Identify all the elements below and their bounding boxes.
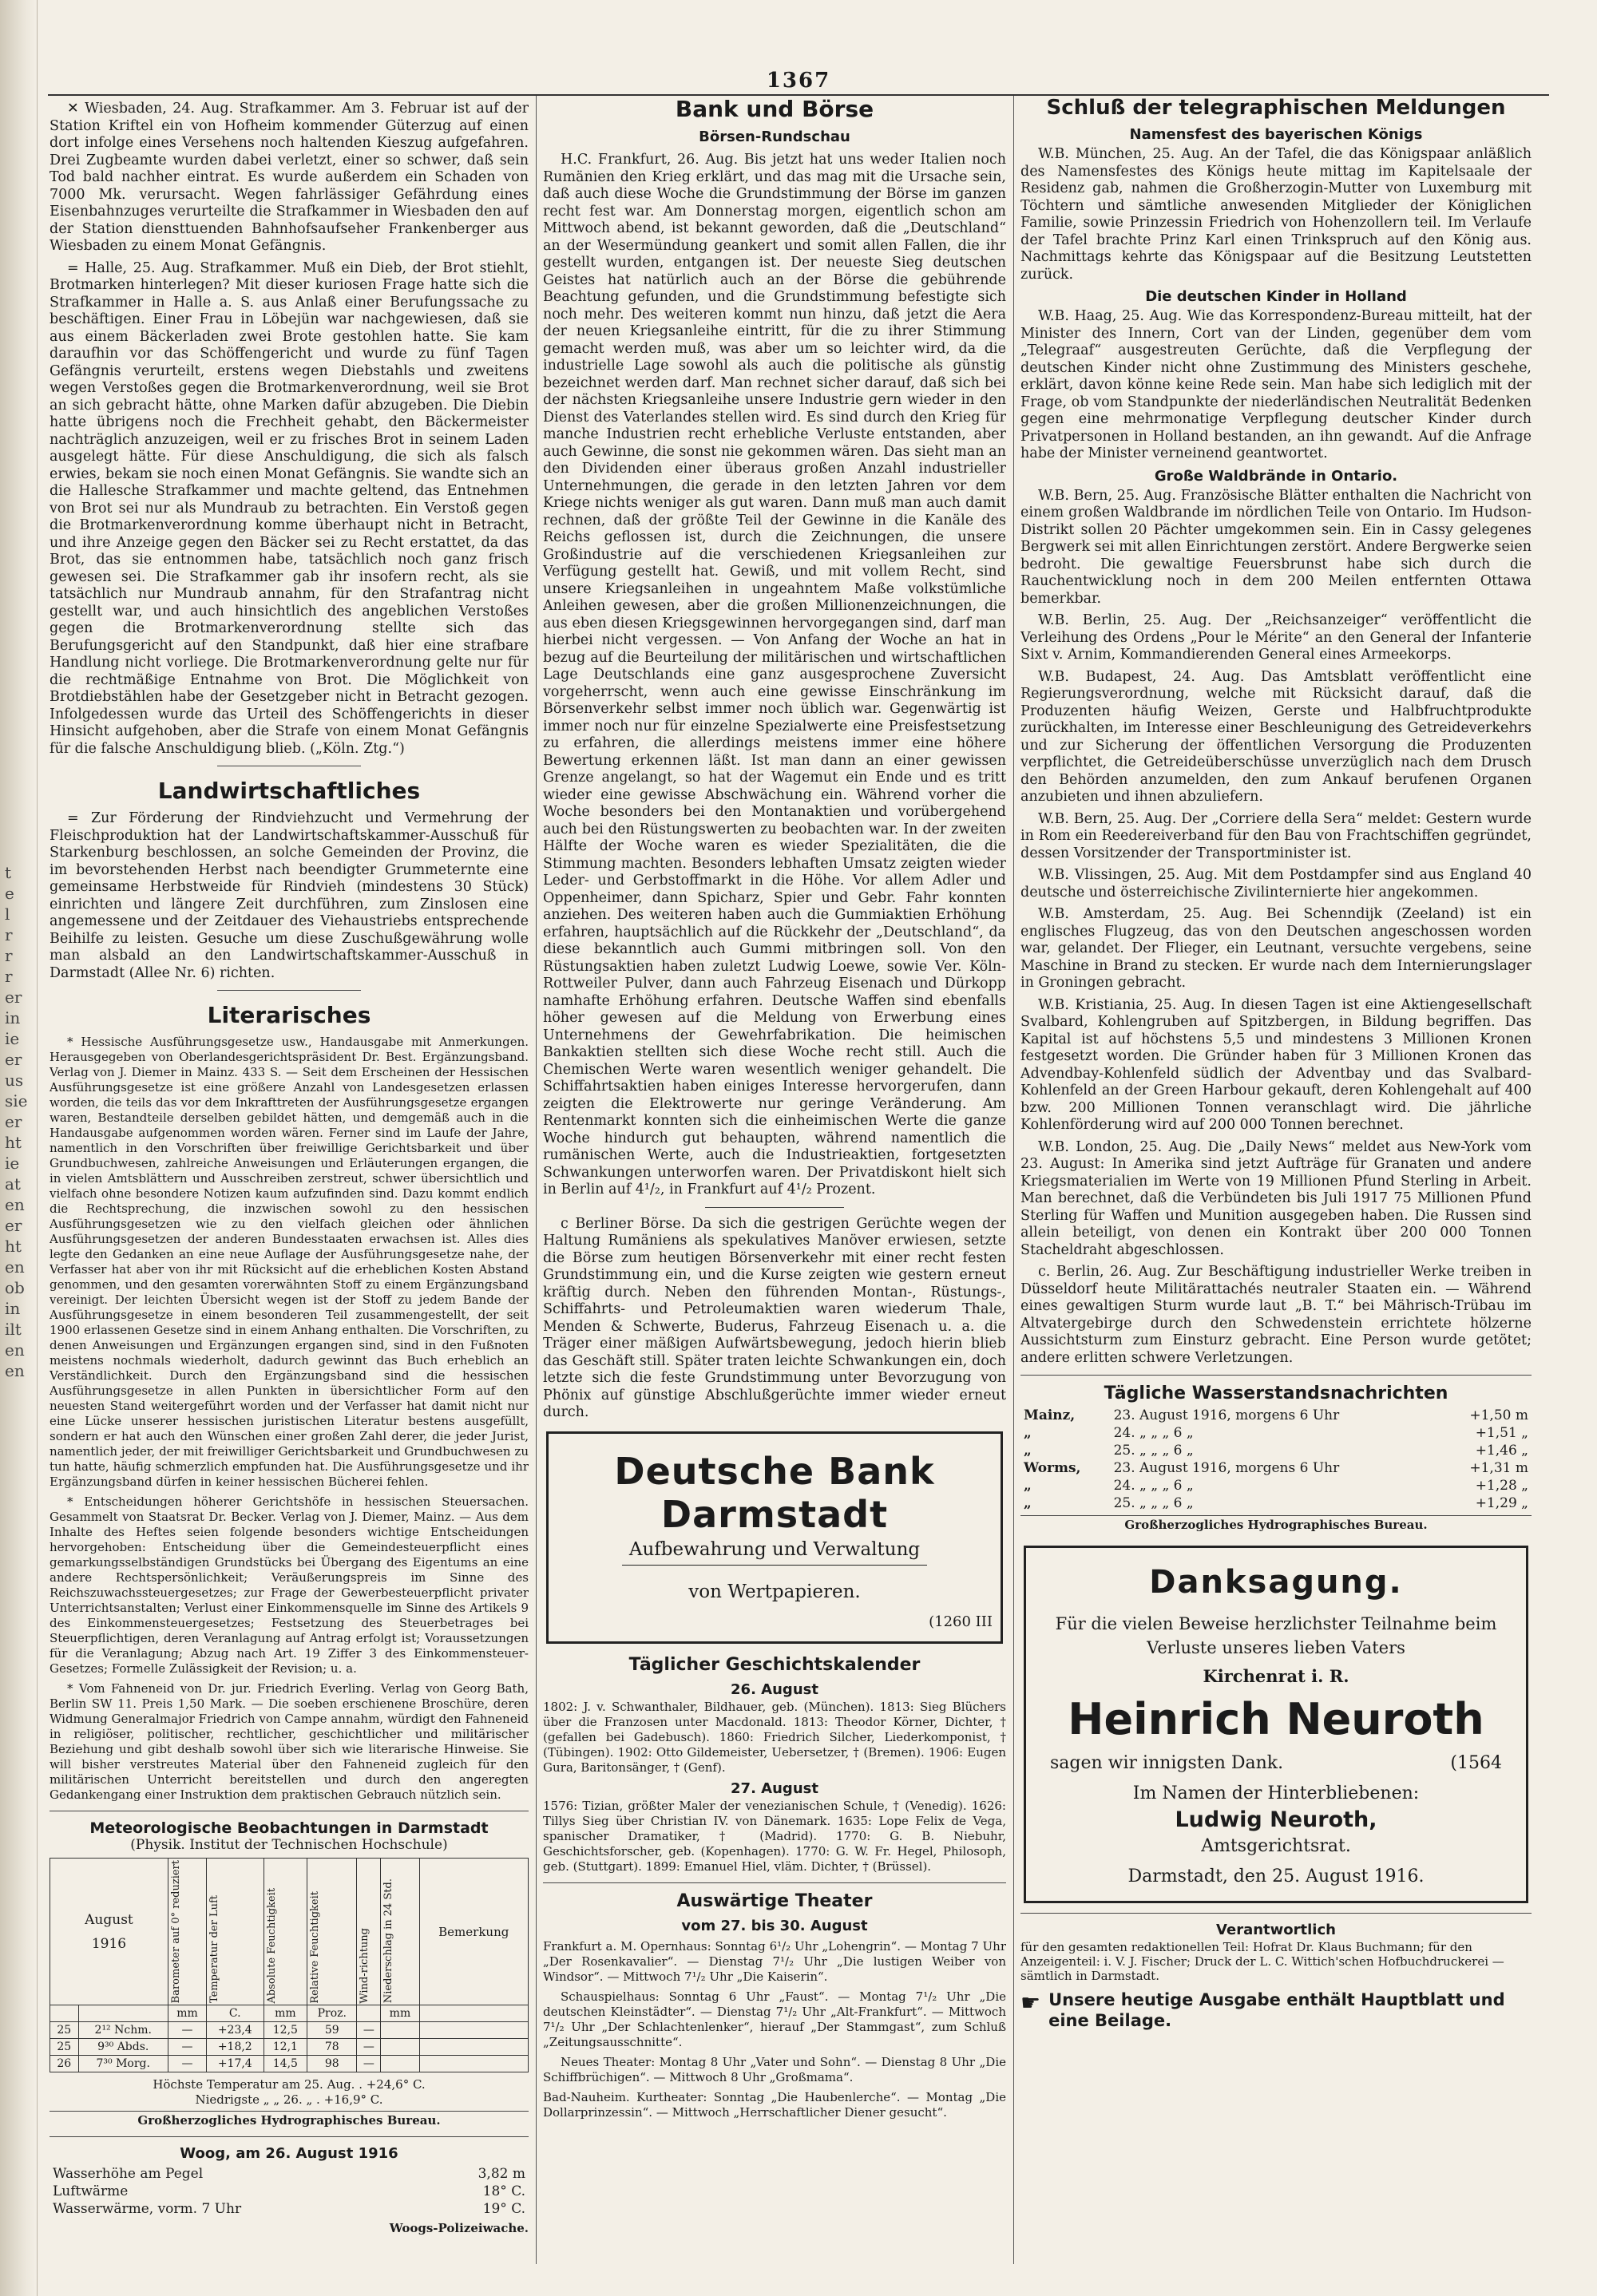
binding-edge-fragment: ht bbox=[5, 1133, 22, 1152]
binding-edge-fragment: at bbox=[5, 1174, 21, 1194]
theater-subtitle: vom 27. bis 30. August bbox=[681, 1917, 868, 1934]
edition-note-row bbox=[1020, 1989, 1532, 2031]
article-wiesbaden: ✕ Wiesbaden, 24. Aug. Strafkammer. Am 3. Februar ist auf der Station Kriftel ein von Hofheim kommender Güterzug auf einen dort infolge eines Versehens noch haltenden Kieszug aufgefahren. Drei Zugbeamte wurden dabei verletzt, einer so schwer, daß sein Tod bald nachher eintrat. Es wurde außerdem ein Schaden von 7000 Mk. verursacht. Wegen fahrlässiger Gefährdung eines Eisenbahnzuges verurteilte die Strafkammer in Wiesbaden den auf der Station diensttuenden Bahnhofsaufseher Frankenberger aus Wiesbaden zu einem Monat Gefängnis. bbox=[50, 101, 529, 254]
weather-row bbox=[50, 2022, 529, 2039]
weather-units-row: mm C. mm Proz. mm bbox=[50, 2005, 529, 2022]
weather-cell: 12,5 bbox=[264, 2022, 307, 2039]
binding-edge-fragment: r bbox=[5, 946, 13, 965]
verantwortlich-heading: Verantwortlich bbox=[1216, 1922, 1336, 1938]
news-vlissingen: W.B. Vlissingen, 25. Aug. Mit dem Postdampfer sind aus England 40 deutsche und österreichische Zivilinternierte hier angekommen. bbox=[1020, 867, 1532, 901]
weather-header-abs-humidity: Absolute Feuchtigkeit bbox=[264, 1859, 307, 2005]
binding-edge-fragment: ie bbox=[5, 1029, 20, 1048]
column-3 bbox=[1020, 96, 1532, 2280]
water-level-date: 24. „ „ „ 6 „ bbox=[1113, 1478, 1194, 1494]
kalender-entries-26: 1802: J. v. Schwanthaler, Bildhauer, geb. (München). 1813: Sieg Blüchers über die Franzosen unter Macdonald. 1813: Theodor Körner, Dichter, † (gefallen bei Gadebusch). 1860: Friedrich Silcher, Liederkomponist, † (Tübingen). 1902: Otto Gildemeister, Uebersetzer, † (Bremen). 1906: Eugen Gura, Baritonsänger, † (Genf). bbox=[543, 1699, 1006, 1775]
weather-cell: 7³⁰ Morg. bbox=[78, 2056, 168, 2072]
article-frankfurt-boerse: H.C. Frankfurt, 26. Aug. Bis jetzt hat uns weder Italien noch Rumänien den Krieg erklärt, und das mag mit die Ursache sein, daß auch diese Woche die Grundstimmung der Börse im ganzen recht fest war. Am Donnerstag morgen, eigentlich schon am Mittwoch abend, ist bekannt geworden, daß die „Deutschland“ an der Wesermündung geankert und somit allen Fallen, die ihr gestellt wurden, entgangen ist. Der neueste Sieg deutschen Geistes hat natürlich auch an der Börse die gebührende Beachtung gefunden, und die Grundstimmung befestigte sich noch mehr. Des weiteren kommt nun hinzu, daß jetzt die Aera der neuen Kriegsanleihe eintritt, für die zu ihrer Stimmung gemacht werden muß, was aber um so leichter wird, da die industrielle Lage sowohl als auch die politische als günstig bezeichnet werden darf. Man rechnet sicher darauf, daß sich bei der nächsten Kriegsanleihe unsere Industrie gern wieder in den Dienst des Vaterlandes stellen wird. Es sind durch den Krieg für manche Industrien recht erhebliche Verluste entstanden, aber auch Gewinne, die sonst nie gekommen wären. Das sieht man an den Dividenden einer überaus großen Anzahl industrieller Unternehmungen, die gerade in den letzten Jahren vor dem Kriege nichts weniger als gut waren. Dann muß man auch damit rechnen, daß der größte Teil der Gewinne in die Kanäle des Reichs geflossen ist, durch die Zeichnungen, die unsere Großindustrie auf die verschiedenen Kriegsanleihen zur Verfügung gestellt hat. Gewiß, und mit vollem Recht, sind unsere Kriegsanleihen in ungeahntem Maße volkstümliche Anleihen gewesen, aber die großen Millionenzeichnungen, die aus eben diesen Kriegsgewinnen hervorgegangen sind, darf man hierbei nicht vergessen. — Von Anfang der Woche an hat in bezug auf die Beurteilung der militärischen und wirtschaftlichen Lage Deutschlands eine ganz ausgesprochene Zuversicht vorgeherrscht, wenn auch eine gewisse Einschränkung im Börsenverkehr selbst immer noch üblich war. Gegenwärtig ist immer noch nur für einzelne Spezialwerte eine Preisfestsetzung zu erfahren, die allerdings meistens immer eine höhere Bewertung erkennen läßt. Ist man dann an einer gewissen Grenze angelangt, so hat der Wagemut ein Ende und es tritt wieder eine gewisse Abschwächung ein. Während vorher die Woche besonders bei den Montanaktien und vorübergehend auch bei den Rüstungswerten zu beobachten war. In der zweiten Hälfte der Woche waren es wieder Spezialitäten, die die Stimmung machten. Besonders lebhaften Umsatz zeigten wieder Leder- und Gerbstoffmarkt in die Höhe. Vor allem Adler und Oppenheimer, dann Spicharz, Spier und Gebr. Fahr konnten anziehen. Des weiteren haben auch die Gummiaktien Erhöhung erfahren, hauptsächlich auf die Rückkehr der „Deutschland“, da diese bekanntlich auch Gummi mitbringen soll. Von den Rüstungsaktien haben zuletzt Ludwig Loewe, sowie Ver. Köln-Rottweiler Pulver, dann auch Fahrzeug Eisenach und Dürkopp namhafte Erhöhung erfahren. Deutsche Waffen sind ebenfalls höher gewesen auf die Meldung von Erwerbung eines Unternehmens der Gewehrfabrikation. Die heimischen Bankaktien stellten sich diese Woche recht still. Auch die Chemischen Werte waren wesentlich weniger gehandelt. Die Schiffahrtsaktien haben einiges Interesse hervorgerufen, dann zeigten die Elektrowerte nur geringe Veränderung. Am Rentenmarkt konnten sich die einheimischen Werte die ganze Woche hindurch gut behaupten, während namentlich die rumänischen Werte, auch die Industrieaktien, fortgesetzten Schwankungen unterworfen waren. Der Privatdiskont hielt sich in Berlin auf 4¹/₂, in Frankfurt auf 4¹/₂ Prozent. bbox=[543, 152, 1006, 1197]
ad-danksagung bbox=[1024, 1546, 1528, 1903]
woog-footer: Woogs-Polizeiwache. bbox=[389, 2221, 529, 2236]
binding-edge-fragment: in bbox=[5, 1299, 21, 1318]
weather-cell: 2¹² Nchm. bbox=[78, 2022, 168, 2039]
woog-value: 19° C. bbox=[482, 2201, 525, 2218]
water-level-row bbox=[1020, 1424, 1532, 1442]
news-haag: W.B. Haag, 25. Aug. Wie das Korrespondenz-Bureau mitteilt, hat der Minister des Innern, Cort van der Linden, gegenüber dem vom „Telegraaf“ ausgestreuten Gerüchte, daß die Verpflegung der deutschen Kinder nicht ohne Zustimmung des Ministers geschehe, erklärt, davon könne keine Rede sein. Man habe sich lediglich mit der Frage, ob vom Standpunkte der niederländischen Neutralität Bedenken gegen eine mehrmonatige Verpflegung deutscher Kinder durch Privatpersonen in Holland bestanden, an ihn gewandt. Auf die Anfrage habe der Minister verneinend geantwortet. bbox=[1020, 308, 1532, 461]
review-steuersachen: * Entscheidungen höherer Gerichtshöfe in hessischen Steuersachen. Gesammelt von Staatsrat Dr. Becker. Verlag von J. Diemer, Mainz. — Aus dem Inhalte des Heftes seien folgende besonders wichtige Entscheidungen hervorgehoben: Entscheidung über die Gemeindesteuerpflicht eines gemarkungsselbständigen Grundstücks bei Übergang des Eigentums an eine andere Rechtspersönlichkeit; Veräußerungspreis im Sinne des Reichszuwachssteuergesetzes; zur Frage der Gewerbesteuerpflicht privater Unterrichtsanstalten; Verlust einer Einkommensquelle im Sinne des Artikels 9 des Einkommensteuergesetzes; Festsetzung des Steuerbetrages bei Steuerpflichtigen, deren Veranlagung auf Antrag erfolgt ist; Voraussetzungen für die Veranlagung; Abzug nach Art. 19 Ziffer 3 des Einkommensteuer-Gesetzes; Formelle Zulässigkeit der Revision; u. a. bbox=[50, 1494, 529, 1676]
news-london: W.B. London, 25. Aug. Die „Daily News“ meldet aus New-York vom 23. August: In Amerika sind jetzt Aufträge für Granaten und andere Kriegsmaterialien im Werte von 19 Millionen Pfund Sterling in Arbeit. Man berechnet, daß die Verbündeten bis Juli 1917 75 Millionen Pfund Sterling für Waffen und Munition ausgegeben haben. Die Russen sind allein beteiligt, von denen ein Kontrakt über 200 000 Tonnen Stacheldraht abgeschlossen. bbox=[1020, 1138, 1532, 1258]
pointing-hand-icon: ☛ bbox=[1020, 1989, 1041, 2016]
woog-label: Wasserhöhe am Pegel bbox=[53, 2166, 204, 2183]
weather-subtitle: (Physik. Institut der Technischen Hochschule) bbox=[130, 1837, 448, 1853]
weather-header-remark: Bemerkung bbox=[419, 1859, 529, 2005]
weather-month-cell bbox=[50, 1859, 168, 2005]
woog-row bbox=[50, 2165, 529, 2183]
binding-edge-fragment: in bbox=[5, 1008, 21, 1027]
news-bern-ontario: W.B. Bern, 25. Aug. Französische Blätter enthalten die Nachricht von einem großen Waldbrande im nördlichen Teile von Ontario. Im Hudson-Distrikt sollen 20 Pächter umgekommen sein. Ein in Cassy gelegenes Bergwerk sei mit allen Einrichtungen zerstört. Andere Bergwerke seien bedroht. Die gewaltige Feuersbrunst habe sich durch die Rauchentwicklung noch in dem 200 Meilen entfernten Ottawa bemerkbar. bbox=[1020, 487, 1532, 607]
binding-edge-fragment: us bbox=[5, 1071, 24, 1090]
kalender-date-26: 26. August bbox=[731, 1680, 818, 1698]
subheading-waldbraende: Große Waldbrände in Ontario. bbox=[1154, 467, 1398, 485]
news-berlin-orden: W.B. Berlin, 25. Aug. Der „Reichsanzeiger“ veröffentlicht die Verleihung des Ordens „Pour le Mérite“ an den General der Infanterie Sixt v. Arnim, Kommandierenden General eines Armeekorps. bbox=[1020, 612, 1532, 663]
binding-edge-fragment: er bbox=[5, 1050, 22, 1069]
ad-bank-title: Deutsche Bank Darmstadt bbox=[614, 1449, 935, 1536]
ad-danksagung-date: Darmstadt, den 25. August 1916. bbox=[1127, 1866, 1425, 1886]
divider bbox=[1020, 1375, 1532, 1376]
ad-danksagung-behalf: Im Namen der Hinterbliebenen: bbox=[1132, 1783, 1420, 1803]
divider bbox=[50, 2136, 529, 2137]
divider bbox=[1020, 1913, 1532, 1914]
binding-edge-fragment: en bbox=[5, 1257, 25, 1277]
water-level-date: 23. August 1916, morgens 6 Uhr bbox=[1113, 1460, 1340, 1476]
column-divider-1 bbox=[536, 96, 537, 2264]
weather-header-wind: Wind-richtung bbox=[357, 1859, 381, 2005]
water-level-row bbox=[1020, 1494, 1532, 1512]
ad-danksagung-number: (1564 bbox=[1450, 1753, 1502, 1773]
ad-danksagung-rank: Kirchenrat i. R. bbox=[1203, 1666, 1349, 1686]
edition-note: Unsere heutige Ausgabe enthält Hauptblatt und eine Beilage. bbox=[1048, 1990, 1505, 2030]
water-level-value: +1,46 „ bbox=[1475, 1443, 1528, 1459]
woog-table bbox=[50, 2165, 529, 2218]
woog-value: 18° C. bbox=[482, 2183, 525, 2200]
binding-edge-fragment: er bbox=[5, 1216, 22, 1235]
weather-footer: Großherzogliches Hydrographisches Bureau. bbox=[50, 2111, 529, 2128]
weather-cell: 9³⁰ Abds. bbox=[78, 2039, 168, 2056]
weather-title: Meteorologische Beobachtungen in Darmstadt bbox=[89, 1819, 489, 1837]
weather-year: 1916 bbox=[91, 1935, 127, 1952]
section-heading-theater: Auswärtige Theater bbox=[676, 1890, 873, 1911]
binding-edge-fragment: r bbox=[5, 925, 13, 944]
binding-edge-text bbox=[5, 862, 29, 1381]
divider bbox=[543, 1882, 1006, 1883]
ad-danksagung-signer-title: Amtsgerichtsrat. bbox=[1201, 1836, 1351, 1856]
binding-edge-fragment: en bbox=[5, 1361, 25, 1380]
weather-header-rain: Niederschlag in 24 Std. bbox=[381, 1859, 419, 2005]
weather-cell bbox=[381, 2022, 419, 2039]
section-heading-wasserstand: Tägliche Wasserstandsnachrichten bbox=[1104, 1384, 1448, 1403]
water-level-place: „ bbox=[1024, 1495, 1032, 1511]
weather-cell: +17,4 bbox=[207, 2056, 264, 2072]
verantwortlich-text: für den gesamten redaktionellen Teil: Hofrat Dr. Klaus Buchmann; für den Anzeigenteil: i. V. J. Fischer; Druck der L. C. Wittich'schen Hofbuchdruckerei — sämtlich in Darmstadt. bbox=[1020, 1940, 1504, 1983]
water-level-table bbox=[1020, 1407, 1532, 1512]
water-level-row bbox=[1020, 1459, 1532, 1477]
water-level-place: „ bbox=[1024, 1425, 1032, 1441]
water-level-value: +1,31 m bbox=[1469, 1460, 1528, 1476]
water-level-value: +1,28 „ bbox=[1475, 1478, 1528, 1494]
binding-edge-fragment: ob bbox=[5, 1278, 25, 1297]
weather-month: August bbox=[85, 1911, 133, 1928]
binding-edge-fragment: en bbox=[5, 1195, 25, 1214]
news-kristiania: W.B. Kristiania, 25. Aug. In diesen Tagen ist eine Aktiengesellschaft Svalbard, Kohlengruben auf Spitzbergen, in Bildung begriffen. Das Kapital ist auf höchstens 5,5 und mindestens 3 Millionen Kronen festgesetzt worden. Die Gründer haben für 3 Millionen Kronen das Advendbay-Kohlenfeld südlich der Adventbay und das Svalbard-Kohlenfeld an der Green Harbour gekauft, deren Kohlengehalt auf 400 bzw. 200 Millionen Tonnen veranschlagt wird. Die jährliche Kohlenförderung wird auf 200 000 Tonnen berechnet. bbox=[1020, 996, 1532, 1133]
water-level-date: 25. „ „ „ 6 „ bbox=[1113, 1495, 1194, 1511]
water-level-value: +1,29 „ bbox=[1475, 1495, 1528, 1511]
news-amsterdam: W.B. Amsterdam, 25. Aug. Bei Schenndijk (Zeeland) ist ein englisches Flugzeug, das von den Deutschen angeschossen worden war, gelandet. Der Flieger, ein Leutnant, versuchte vergebens, seine Maschine in Brand zu stecken. Er wurde nach dem Internierungslager in Groningen gebracht. bbox=[1020, 906, 1532, 991]
weather-cell: — bbox=[168, 2039, 206, 2056]
weather-table bbox=[50, 1858, 529, 2072]
weather-cell: — bbox=[357, 2056, 381, 2072]
water-level-row bbox=[1020, 1442, 1532, 1459]
weather-cell bbox=[381, 2056, 419, 2072]
water-level-date: 23. August 1916, morgens 6 Uhr bbox=[1113, 1407, 1340, 1423]
binding-edge-fragment: ie bbox=[5, 1154, 20, 1173]
ad-bank-rule bbox=[622, 1565, 927, 1566]
news-muenchen: W.B. München, 25. Aug. An der Tafel, die das Königspaar anläßlich des Namensfestes des Königs heute mittag im Kapitelsaale der Residenz gab, nahmen die Großherzogin-Mutter von Luxemburg mit Töchtern und sämtliche anwesenden Mitglieder der Königlichen Familie, sowie Prinzessin Friedrich von Hohenzollern teil. Im Verlaufe der Tafel brachte Prinz Karl einen Trinkspruch auf den König aus. Nachmittags kehrte das Königspaar auf die Besitzung Leutstetten zurück. bbox=[1020, 146, 1532, 283]
ad-bank-sub2: von Wertpapieren. bbox=[688, 1581, 861, 1602]
news-budapest: W.B. Budapest, 24. Aug. Das Amtsblatt veröffentlicht eine Regierungsverordnung, welche mit Rücksicht darauf, daß die Produzenten häufig Weizen, Gerste und Halbfruchtprodukte zurückhalten, im Interesse einer Beschleunigung des Getreideverkehrs und zur Sicherung der öffentlichen Versorgung die Produzenten verpflichtet, die Getreideüberschüsse unverzüglich nach dem Drusch den Behörden anzumelden, den zum Ankauf berufenen Organen anzubieten und ihnen abzuliefern. bbox=[1020, 668, 1532, 805]
news-bern-rom: W.B. Bern, 25. Aug. Der „Corriere della Sera“ meldet: Gestern wurde in Rom ein Reedereiverband für den Bau von Frachtschiffen gegründet, dessen Vorsitzender der Transportminister ist. bbox=[1020, 810, 1532, 861]
kalender-entries-27: 1576: Tizian, größter Maler der venezianischen Schule, † (Venedig). 1626: Tillys Sieg über Christian IV. von Dänemark. 1635: Lope Felix de Vega, spanischer Dramatiker, † (Madrid). 1770: G. B. Niebuhr, Geschichtsforscher, geb. (Kopenhagen). 1770: G. W. Fr. Hegel, Philosoph, geb. (Stuttgart). 1899: Emanuel Hiel, vläm. Dichter, † (Brüssel). bbox=[543, 1798, 1006, 1874]
ad-bank-number: (1260 III bbox=[929, 1613, 993, 1630]
ad-bank-sub1: Aufbewahrung und Verwaltung bbox=[628, 1538, 921, 1560]
binding-edge-fragment: t bbox=[5, 863, 12, 882]
water-level-value: +1,51 „ bbox=[1475, 1425, 1528, 1441]
ad-danksagung-text: Für die vielen Beweise herzlichster Teilnahme beim Verluste unseres lieben Vaters bbox=[1055, 1614, 1497, 1657]
theater-neues-theater: Neues Theater: Montag 8 Uhr „Vater und Sohn“. — Dienstag 8 Uhr „Die Schiffbrüchigen“. — Mittwoch 8 Uhr „Großmama“. bbox=[543, 2054, 1006, 2084]
weather-cell: 25 bbox=[50, 2022, 79, 2039]
column-divider-2 bbox=[1013, 96, 1014, 2264]
woog-label: Wasserwärme, vorm. 7 Uhr bbox=[53, 2201, 242, 2218]
ad-danksagung-name: Heinrich Neuroth bbox=[1068, 1694, 1484, 1744]
weather-cell: 78 bbox=[307, 2039, 357, 2056]
woog-row bbox=[50, 2200, 529, 2218]
water-level-place: „ bbox=[1024, 1478, 1032, 1494]
section-heading-landwirtschaft: Landwirtschaftliches bbox=[157, 778, 421, 804]
woog-value: 3,82 m bbox=[478, 2166, 525, 2183]
kalender-date-27: 27. August bbox=[731, 1779, 818, 1797]
weather-cell: 14,5 bbox=[264, 2056, 307, 2072]
weather-header-barometer: Barometer auf 0° reduziert bbox=[168, 1859, 206, 2005]
water-level-row bbox=[1020, 1407, 1532, 1424]
weather-cell: — bbox=[168, 2022, 206, 2039]
binding-edge-fragment: er bbox=[5, 988, 22, 1007]
binding-edge bbox=[0, 0, 38, 2296]
news-berlin-werke: c. Berlin, 26. Aug. Zur Beschäftigung industrieller Werke treiben in Düsseldorf heute Militärattachés neutraler Staaten ein. — Während eines gewaltigen Sturm wurde laut „B. T.“ bei Mährisch-Trübau im Altvatergebirge durch den Schwedenstein errichtete hölzerne Aussichtsturm zum Einsturz gebracht. Eine Person wurde getötet; andere erlitten schwere Verletzungen. bbox=[1020, 1264, 1532, 1366]
weather-header-temperature: Temperatur der Luft bbox=[207, 1859, 264, 2005]
water-level-footer: Großherzogliches Hydrographisches Bureau. bbox=[1020, 1515, 1532, 1533]
weather-cell: 26 bbox=[50, 2056, 79, 2072]
binding-edge-fragment: ilt bbox=[5, 1320, 22, 1339]
page-number: 1367 bbox=[766, 69, 831, 93]
article-halle: = Halle, 25. Aug. Strafkammer. Muß ein Dieb, der Brot stiehlt, Brotmarken hinterlegen? Mit dieser kuriosen Frage hatte sich die Strafkammer in Halle a. S. aus Anlaß einer Berufungssache zu beschäftigen. Einer Frau in Löbejün war nachgewiesen, daß sie aus einem Bäckerladen zwei Brote gestohlen hatte. Sie kam daraufhin vor das Schöffengericht und wurde zu fünf Tagen Gefängnis verurteilt, erstens wegen Diebstahls und zweitens wegen Verstoßes gegen die Brotmarkenverordnung, weil sie Brot an sich gebracht hätte, ohne Marken dafür abzugeben. Die Diebin hatte übrigens noch die Frechheit gehabt, den Bäckermeister nachträglich anzuzeigen, weil er zu frisches Brot in seinem Laden ausgelegt hätte. Für diese Anschuldigung, die sich als falsch erwies, bekam sie noch einen Monat Gefängnis. Sie wandte sich an die Hallesche Strafkammer und machte geltend, das Entnehmen von Brot sei nur als Mundraub zu betrachten. Ein Verstoß gegen die Brotmarkenverordnung komme überhaupt nicht in Betracht, und ihre Anzeige gegen den Bäcker sei zu Recht erstattet, da das Brot, das sie entnommen habe, tatsächlich noch ganz frisch gewesen sei. Die Strafkammer gab ihr insofern recht, als sie tatsächlich nur Mundraub annahm, für den Strafantrag nicht gestellt war, und auch hinsichtlich des angeblichen Verstoßes gegen die Brotmarkenverordnung stellte sich das Berufungsgericht auf den Standpunkt, daß hier eine strafbare Handlung nicht vorliege. Die Brotmarkenverordnung gelte nur für die rechtmäßige Entnahme von Brot. Die Möglichkeit von Brotdiebstählen habe der Gesetzgeber nicht in Betracht gezogen. Infolgedessen wurde das Urteil des Schöffengerichts in dieser Hinsicht aufgehoben, aber die Strafe von einem Monat Gefängnis für die falsche Anschuldigung blieb. („Köln. Ztg.“) bbox=[50, 259, 529, 757]
weather-cell: 98 bbox=[307, 2056, 357, 2072]
divider bbox=[217, 990, 361, 991]
weather-cell bbox=[381, 2039, 419, 2056]
ad-danksagung-title: Danksagung. bbox=[1149, 1564, 1403, 1601]
binding-edge-fragment: l bbox=[5, 905, 10, 924]
water-level-date: 24. „ „ „ 6 „ bbox=[1113, 1425, 1194, 1441]
weather-cell: +18,2 bbox=[207, 2039, 264, 2056]
ad-deutsche-bank bbox=[546, 1431, 1003, 1644]
weather-row bbox=[50, 2056, 529, 2072]
weather-cell: — bbox=[168, 2056, 206, 2072]
section-heading-telegraphisch: Schluß der telegraphischen Meldungen bbox=[1046, 96, 1506, 120]
ad-danksagung-thanks-row bbox=[1034, 1751, 1518, 1776]
column-2 bbox=[543, 96, 1006, 2280]
weather-cell: 12,1 bbox=[264, 2039, 307, 2056]
water-level-place: „ bbox=[1024, 1443, 1032, 1459]
binding-edge-fragment: er bbox=[5, 1112, 22, 1131]
ad-danksagung-signer: Ludwig Neuroth, bbox=[1175, 1807, 1377, 1832]
review-fahneneid: * Vom Fahneneid von Dr. jur. Friedrich Everling. Verlag von Georg Bath, Berlin SW 11. Preis 1,50 Mark. — Die soeben erschienene Broschüre, deren Widmung Generalmajor Friedrich von Campe annahm, würdigt den Fahneneid in religiöser, politischer, rechtlicher, geschichtlicher und militärischer Beziehung und gibt deshalb sowohl über sich wie literarische Hinweise. Sie will bisher verstreutes Material über den Fahneneid zugleich für den militärischen Unterricht bereitstellen und durch den angeregten Gedankengang einer Instruktion dem praktischen Gebrauch nützlich sein. bbox=[50, 1681, 529, 1802]
article-berliner-boerse: c Berliner Börse. Da sich die gestrigen Gerüchte wegen der Haltung Rumäniens als spekulatives Manöver erwiesen, setzte die Börse zum heutigen Börsenverkehr mit einer recht festen Grundstimmung ein, und die Kurse zeigten wie gestern erneut kräftig durch. Neben den führenden Montan-, Rüstungs-, Schiffahrts- und Petroleumaktien waren wiederum Thale, Menden & Schwerte, Buderus, Fahrzeug Eisenach u. a. die Träger einer mäßigen Aufwärtsbewegung, jedoch hierin blieb das Geschäft still. Später traten leichte Schwankungen ein, doch letzte sich die feste Grundstimmung unter Bevorzugung von Phönix auf günstige Abschlußgerüchte immer wieder erneut durch. bbox=[543, 1215, 1006, 1420]
weather-header-rel-humidity: Relative Feuchtigkeit bbox=[307, 1859, 357, 2005]
divider bbox=[705, 1207, 844, 1208]
weather-cell bbox=[419, 2039, 529, 2056]
water-level-place: Mainz, bbox=[1024, 1407, 1076, 1423]
weather-cell: +23,4 bbox=[207, 2022, 264, 2039]
binding-edge-fragment: en bbox=[5, 1340, 25, 1360]
water-level-row bbox=[1020, 1477, 1532, 1494]
review-ausfuehrungsgesetze: * Hessische Ausführungsgesetze usw., Handausgabe mit Anmerkungen. Herausgegeben von Oberlandesgerichtspräsident Dr. Best. Ergänzungsband. Verlag von J. Diemer in Mainz. 433 S. — Seit dem Erscheinen der Hessischen Ausführungsgesetze ist eine größere Anzahl von Landesgesetzen erlassen worden, die teils das vor dem Inkrafttreten der Ausführungsgesetze ergangen waren, Bestandteile derselben gebildet hätten, und demgemäß auch in die Handausgabe aufgenommen worden wären. Ferner sind im Laufe der Jahre, namentlich in den Vorschriften über freiwillige Gerichtsbarkeit und über Grundbuchwesen, zahlreiche Anweisungen und Erläuterungen ergangen, die in vielen Amtsblättern und Ausschreiben zerstreut, schwer übersichtlich und vielfach ohne besondere Notizen kaum aufzufinden sind. Dazu kommt endlich die Rechtsprechung, die inzwischen sowohl zu den hessischen Ausführungsgesetzen wie zu den vielfach gleichen oder ähnlichen Ausführungsgesetzen der anderen Bundesstaaten erwachsen ist. Alles dies legte den Gedanken an eine neue Auflage der Ausführungsgesetze nahe, der Verfasser hat aber von ihr mit Rücksicht auf die erheblichen Kosten Abstand genommen, und den gesamten vorerwähnten Stoff zu einem Ergänzungsband vereinigt. Der leichten Übersicht wegen ist der Stoff zu jedem Bande der Ausführungsgesetze in einem besonderen Teil zusammengestellt, der seit 1900 erlassenen Gesetze sind in einem Anhang enthalten. Die Vorschriften, zu denen Anweisungen und Ergänzungen ergangen sind, sind in den Fußnoten meistens nochmals wiederholt, dadurch gewinnt das Buch erheblich an Verständlichkeit. Durch den Ergänzungsband sind die hessischen Ausführungsgesetze in allen Punkten in übersichtlicher Form auf den neuesten Stand weitergeführt worden und der Verfasser hat damit nicht nur eine Lücke unserer hessischen juristischen Literatur bestens ausgefüllt, sondern er hat auch den Wünschen einer großen Zahl derer, die jeder Jurist, namentlich jeder, der mit freiwilliger Gerichtsbarkeit und Grundbuchwesen zu tun hatte, häufig schmerzlich empfunden hat. Die Ausführungsgesetze und ihr Ergänzungsband dürfen in keiner hessischen Bücherei fehlen. bbox=[50, 1035, 529, 1489]
water-level-place: Worms, bbox=[1024, 1460, 1081, 1476]
binding-edge-fragment: e bbox=[5, 884, 14, 903]
weather-cell: — bbox=[357, 2039, 381, 2056]
woog-row bbox=[50, 2183, 529, 2200]
binding-edge-fragment: ht bbox=[5, 1237, 22, 1256]
theater-bad-nauheim: Bad-Nauheim. Kurtheater: Sonntag „Die Haubenlerche“. — Montag „Die Dollarprinzessin“. — Mittwoch „Herrschaftlicher Diener gesucht“. bbox=[543, 2089, 1006, 2120]
article-rindviehzucht: = Zur Förderung der Rindviehzucht und Vermehrung der Fleischproduktion hat der Landwirtschaftskammer-Ausschuß für Starkenburg beschlossen, an solche Gemeinden der Provinz, die im bevorstehenden Herbst nach beendigter Grummeternte eine gemeinsame Herbstweide für Rindvieh (mindestens 30 Stück) einrichten und längere Zeit durchführen, zum Zinslosen eine angemessene und der Zeitdauer des Viehaustriebs entsprechende Beihilfe zu leisten. Gesuche um diese Zuschußgewährung wolle man alsbald an den Landwirtschaftskammer-Ausschuß in Darmstadt (Allee Nr. 6) richten. bbox=[50, 810, 529, 981]
subheading-namensfest: Namensfest des bayerischen Königs bbox=[1129, 126, 1423, 143]
subheading-rundschau: Börsen-Rundschau bbox=[699, 129, 850, 145]
water-level-value: +1,50 m bbox=[1469, 1407, 1528, 1423]
column-1 bbox=[50, 96, 529, 2280]
weather-cell: 25 bbox=[50, 2039, 79, 2056]
weather-min: Niedrigste „ „ 26. „ . +16,9° C. bbox=[195, 2092, 383, 2108]
theater-frankfurt-schauspielhaus: Schauspielhaus: Sonntag 6 Uhr „Faust“. — Montag 7¹/₂ Uhr „Die deutschen Kleinstädter“. — Dienstag 7¹/₂ Uhr „Alt-Frankfurt“. — Mittwoch 7¹/₂ Uhr „Der Schlachtenlenker“, hierauf „Der Stammgast“, zum Schluß „Zeitungsausschnitte“. bbox=[543, 1989, 1006, 2049]
binding-edge-fragment: r bbox=[5, 967, 13, 986]
weather-cell: — bbox=[357, 2022, 381, 2039]
section-heading-kalender: Täglicher Geschichtskalender bbox=[628, 1654, 921, 1675]
weather-cell: 59 bbox=[307, 2022, 357, 2039]
theater-frankfurt-opernhaus: Frankfurt a. M. Opernhaus: Sonntag 6¹/₂ Uhr „Lohengrin“. — Montag 7 Uhr „Der Rosenkavalier“. — Dienstag 7¹/₂ Uhr „Die lustigen Weiber von Windsor“. — Mittwoch 7¹/₂ Uhr „Die Kaiserin“. bbox=[543, 1938, 1006, 1984]
section-heading-bank: Bank und Börse bbox=[675, 96, 874, 122]
woog-title: Woog, am 26. August 1916 bbox=[180, 2145, 398, 2163]
weather-cell bbox=[419, 2022, 529, 2039]
weather-max: Höchste Temperatur am 25. Aug. . +24,6° C. bbox=[153, 2077, 426, 2092]
ad-danksagung-thanks: sagen wir innigsten Dank. bbox=[1050, 1753, 1284, 1773]
weather-cell bbox=[419, 2056, 529, 2072]
binding-edge-fragment: sie bbox=[5, 1091, 28, 1110]
water-level-date: 25. „ „ „ 6 „ bbox=[1113, 1443, 1194, 1459]
subheading-kinder-holland: Die deutschen Kinder in Holland bbox=[1145, 288, 1407, 305]
woog-label: Luftwärme bbox=[53, 2183, 129, 2200]
weather-row bbox=[50, 2039, 529, 2056]
section-heading-literarisches: Literarisches bbox=[207, 1002, 371, 1028]
